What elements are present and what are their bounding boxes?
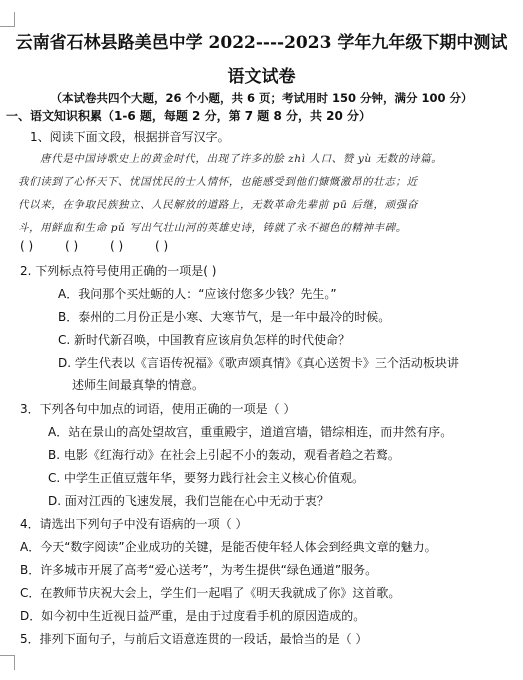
- answer-blank[interactable]: ( ): [155, 239, 169, 253]
- question-3-option-d: D. 面对江西的飞速发展，我们岂能在心中无动于衷？: [48, 494, 329, 508]
- question-2-stem: 2. 下列标点符号使用正确的一项是( ): [20, 264, 217, 278]
- question-2-option-d: D. 学生代表以《言语传祝福》《歌声颂真情》《真心送贺卡》三个活动板块讲: [58, 356, 459, 370]
- passage-line: 唐代是中国诗歌史上的黄金时代，出现了许多的脍 zhì 人口、赞 yù 无数的诗篇。: [40, 153, 443, 165]
- page-corner-mark: [0, 12, 15, 27]
- passage-line: 代以来，在争取民族独立、人民解放的道路上，无数革命先辈前 pū 后继，顽强奋: [18, 199, 418, 211]
- question-4-option-a: A．今天“数字阅读”企业成功的关键，是能否使年轻人体会到经典文章的魅力。: [20, 540, 437, 554]
- question-3-option-a: A．站在景山的高处望故宫，重重殿宇，道道宫墙，错综相连，而井然有序。: [48, 425, 453, 439]
- exam-title: 云南省石林县路美邑中学 2022----2023 学年九年级下期中测试: [15, 33, 508, 53]
- exam-instructions: （本试卷共四个大题，26 个小题，共 6 页；考试用时 150 分钟，满分 100 分）: [50, 91, 473, 105]
- answer-blank[interactable]: ( ): [65, 239, 79, 253]
- answer-blanks: [20, 239, 523, 253]
- section-heading: 一、语文知识积累（1-6 题，每题 2 分，第 7 题 8 分，共 20 分）: [6, 109, 372, 123]
- question-3-option-c: C. 中学生正值豆蔻年华，要努力践行社会主义核心价值观。: [48, 471, 365, 485]
- question-4-option-b: B．许多城市开展了高考“爱心送考”，为考生提供“绿色通道”服务。: [20, 563, 378, 577]
- page-corner-mark: [0, 655, 15, 670]
- question-3-stem: 3．下列各句中加点的词语，使用正确的一项是（ ）: [20, 402, 296, 416]
- question-3-option-b: B. 电影《红海行动》在社会上引起不小的轰动，观看者趋之若鹜。: [48, 448, 400, 462]
- passage-line: 斗，用鲜血和生命 pǔ 写出气壮山河的英雄史诗，铸就了永不褪色的精神丰碑。: [18, 222, 407, 234]
- question-4-option-d: D．如今初中生近视日益严重，是由于过度看手机的原因造成的。: [20, 609, 366, 623]
- answer-blank[interactable]: ( ): [110, 239, 124, 253]
- answer-blank[interactable]: ( ): [20, 239, 34, 253]
- question-4-stem: 4．请选出下列句子中没有语病的一项（ ）: [20, 517, 248, 531]
- question-2-option-b: B．泰州的二月份正是小寒、大寒节气，是一年中最冷的时候。: [58, 310, 391, 324]
- question-2-option-c: C. 新时代新召唤，中国教育应该肩负怎样的时代使命？: [58, 333, 351, 347]
- question-4-option-c: C．在教师节庆祝大会上，学生们一起唱了《明天我就成了你》这首歌。: [20, 586, 401, 600]
- passage-line: 我们读到了心怀天下、忧国忧民的士人情怀，也能感受到他们慷慨激昂的壮志；近: [18, 176, 418, 188]
- exam-subtitle: 语文试卷: [227, 67, 296, 87]
- question-1-stem: 1、阅读下面文段，根据拼音写汉字。: [30, 130, 230, 144]
- question-5-stem: 5．排列下面句子，与前后文语意连贯的一段话，最恰当的是（ ）: [20, 632, 368, 646]
- question-2-option-a: A．我问那个买灶蛎的人：“应该付您多少钱？先生。”: [58, 287, 337, 301]
- question-2-option-d-cont: 述师生间最真挚的情意。: [72, 378, 205, 392]
